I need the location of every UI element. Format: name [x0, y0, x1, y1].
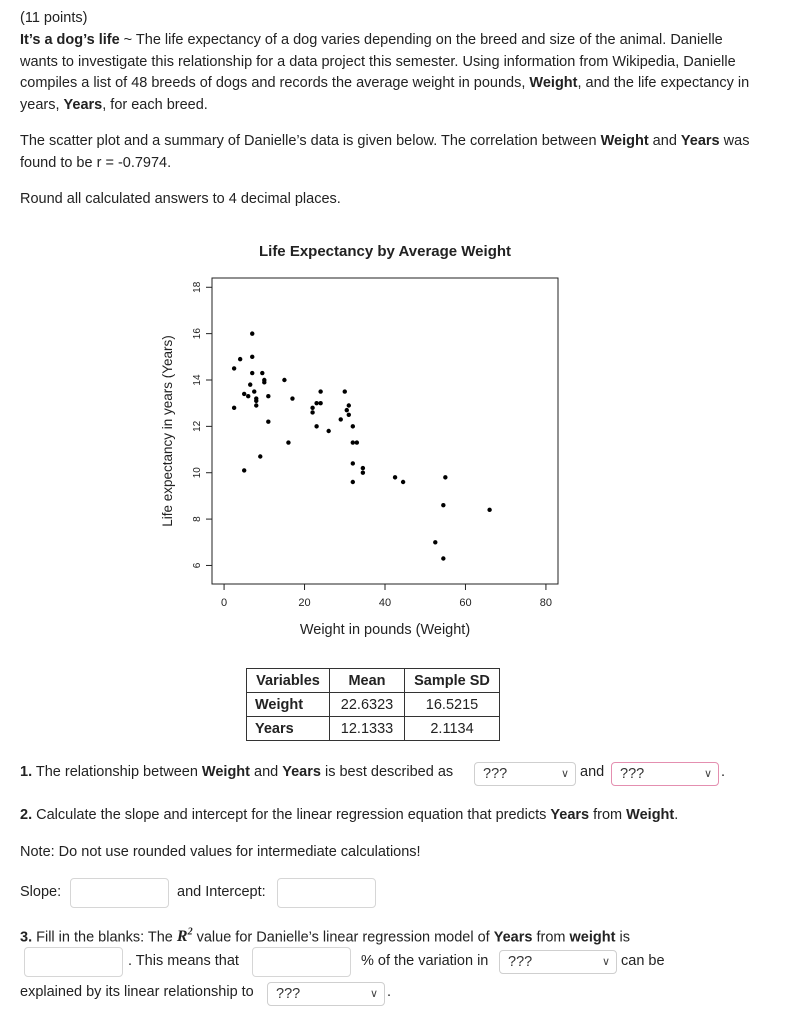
data-point	[347, 413, 351, 417]
data-point	[355, 440, 359, 444]
q3-variable-select-1[interactable]	[499, 950, 617, 974]
y-axis-label: Life expectancy in years (Years)	[160, 335, 175, 527]
data-point	[345, 408, 349, 412]
r2-sup: 2	[187, 927, 193, 938]
data-point	[393, 475, 397, 479]
chevron-down-icon: ∨	[369, 988, 378, 1000]
data-point	[266, 394, 270, 398]
data-point	[314, 401, 318, 405]
q3-number: 3.	[20, 929, 33, 946]
intro-years-term: Years	[63, 96, 103, 113]
x-tick-label: 60	[459, 597, 472, 609]
summary-part1: The scatter plot and a summary of Danielle’s data is given below. The correlation between	[20, 133, 601, 149]
plot-frame	[212, 278, 558, 584]
q3-end: .	[387, 984, 392, 1000]
summary-weight-term: Weight	[600, 133, 649, 149]
q2-text	[20, 807, 678, 823]
q1-years-term: Years	[282, 764, 321, 780]
y-tick-label: 18	[192, 281, 203, 293]
q3-means-text: . This means that	[128, 953, 239, 969]
data-point	[347, 403, 351, 407]
scatter-svg	[150, 230, 570, 650]
data-point	[238, 357, 242, 361]
data-point	[286, 440, 290, 444]
table-cell: Years	[247, 717, 330, 741]
q2-text1: Calculate the slope and intercept for the linear regression equation that predicts	[32, 807, 551, 823]
r2-base: R	[176, 928, 188, 946]
q3-text4: is	[615, 929, 630, 946]
data-point	[318, 401, 322, 405]
q3-text	[20, 927, 630, 946]
data-point	[248, 382, 252, 386]
q1-select2-value: ???	[620, 766, 645, 782]
intercept-input[interactable]	[277, 878, 376, 908]
data-point	[351, 461, 355, 465]
q1-between: and	[580, 764, 605, 780]
points-label: (11 points)	[20, 10, 88, 26]
slope-label: Slope:	[20, 884, 62, 900]
q1-select1-value: ???	[483, 766, 508, 782]
summary-part2: and	[648, 133, 681, 149]
q2-years-term: Years	[550, 807, 590, 823]
x-tick-label: 40	[378, 597, 392, 609]
intro-weight-term: Weight	[529, 75, 578, 91]
data-point	[361, 466, 365, 470]
intro-text2: , and the life expectancy in years,	[20, 75, 750, 113]
y-tick-label: 10	[192, 467, 203, 479]
data-point	[441, 503, 445, 507]
q3-text1: Fill in the blanks: The	[32, 929, 177, 946]
table-cell: 2.1134	[405, 717, 500, 741]
intro-text1: The life expectancy of a dog varies depending on the breed and size of the animal. Danielle wants to investigate this relationship for a data project this semester. Using information from Wikipedia, Danielle compiles a list of 48 breeds of dogs and records the average weight in pounds,	[20, 32, 736, 91]
data-point	[258, 454, 262, 458]
data-point	[401, 480, 405, 484]
q2-text2: from	[589, 807, 627, 823]
x-axis-label: Weight in pounds (Weight)	[299, 622, 471, 638]
scatter-chart	[150, 230, 570, 650]
data-point	[314, 424, 318, 428]
table-header: Variables	[247, 669, 330, 693]
data-point	[242, 468, 246, 472]
data-point	[254, 403, 258, 407]
y-tick-label: 16	[192, 328, 203, 340]
data-point	[290, 396, 294, 400]
data-point	[487, 508, 491, 512]
data-point	[310, 410, 314, 414]
data-point	[250, 355, 254, 359]
data-point	[252, 389, 256, 393]
q1-relationship-select-2[interactable]	[611, 762, 719, 786]
r-squared-input[interactable]	[24, 947, 123, 977]
y-tick-label: 8	[192, 516, 203, 522]
data-point	[260, 371, 264, 375]
q1-text	[20, 764, 453, 780]
data-point	[246, 394, 250, 398]
table-cell: 16.5215	[405, 693, 500, 717]
x-tick-label: 20	[298, 597, 311, 609]
data-point	[282, 378, 286, 382]
q3-text3: from	[532, 929, 570, 946]
table-row	[247, 693, 500, 717]
q1-weight-term: Weight	[201, 764, 250, 780]
intro-text3: , for each breed.	[102, 96, 208, 113]
summary-years-term: Years	[680, 133, 720, 149]
y-tick-label: 12	[192, 420, 203, 432]
table-header: Sample SD	[405, 669, 500, 693]
q1-text1: The relationship between	[32, 764, 202, 780]
q3-explained-text: explained by its linear relationship to	[20, 984, 254, 1000]
x-axis	[221, 584, 552, 609]
data-points	[232, 331, 492, 560]
slope-input[interactable]	[70, 878, 169, 908]
summary-part3: was found to be r = -0.7974.	[20, 133, 750, 171]
data-point	[361, 471, 365, 475]
data-point	[262, 380, 266, 384]
q3-weight-term: weight	[569, 929, 616, 946]
table-header: Mean	[330, 669, 405, 693]
q1-number: 1.	[20, 764, 33, 780]
q1-relationship-select-1[interactable]	[474, 762, 576, 786]
summary-paragraph	[20, 131, 760, 174]
chart-title: Life Expectancy by Average Weight	[258, 243, 512, 260]
q3-pct-text: % of the variation in	[361, 953, 489, 969]
data-point	[266, 420, 270, 424]
q2-number: 2.	[20, 807, 33, 823]
data-point	[443, 475, 447, 479]
data-point	[351, 424, 355, 428]
q3-select1-value: ???	[508, 954, 533, 970]
q1-end: .	[721, 764, 726, 780]
chevron-down-icon: ∨	[703, 768, 712, 780]
q1-text2: is best described as	[320, 764, 454, 780]
data-point	[242, 392, 246, 396]
x-tick-label: 80	[539, 597, 553, 609]
data-point	[310, 406, 314, 410]
q3-text2: value for Danielle’s linear regression model of	[192, 929, 494, 946]
q3-years-term: Years	[493, 929, 533, 946]
q1-and-word: and	[249, 764, 283, 780]
data-point	[254, 399, 258, 403]
intro-paragraph	[20, 30, 760, 116]
table-row	[247, 717, 500, 741]
intro-sep: ~	[119, 32, 136, 48]
data-point	[343, 389, 347, 393]
q3-can-be: can be	[621, 953, 665, 969]
table-header-row	[247, 669, 500, 693]
round-note: Round all calculated answers to 4 decimal places.	[20, 191, 341, 207]
y-tick-label: 6	[192, 562, 203, 569]
intercept-label: and Intercept:	[177, 884, 266, 900]
summary-table	[246, 668, 500, 741]
y-axis	[192, 281, 212, 568]
table-cell: 12.1333	[330, 717, 405, 741]
q2-weight-term: Weight	[626, 807, 675, 823]
table-cell: Weight	[247, 693, 330, 717]
x-tick-label: 0	[221, 597, 228, 609]
data-point	[232, 406, 236, 410]
chevron-down-icon: ∨	[601, 956, 610, 968]
data-point	[250, 371, 254, 375]
q2-note: Note: Do not use rounded values for intermediate calculations!	[20, 844, 421, 860]
data-point	[339, 417, 343, 421]
q2-end: .	[674, 807, 679, 823]
q3-variable-select-2[interactable]	[267, 982, 385, 1006]
table-cell: 22.6323	[330, 693, 405, 717]
data-point	[318, 389, 322, 393]
intro-title: It’s a dog’s life	[20, 32, 120, 48]
r-squared-symbol	[177, 928, 193, 945]
data-point	[326, 429, 330, 433]
data-point	[250, 331, 254, 335]
data-point	[433, 540, 437, 544]
data-point	[351, 480, 355, 484]
data-point	[232, 366, 236, 370]
q3-select2-value: ???	[276, 986, 301, 1002]
data-point	[441, 556, 445, 560]
y-tick-label: 14	[192, 374, 203, 386]
chevron-down-icon: ∨	[560, 768, 569, 780]
data-point	[351, 440, 355, 444]
percent-input[interactable]	[252, 947, 351, 977]
